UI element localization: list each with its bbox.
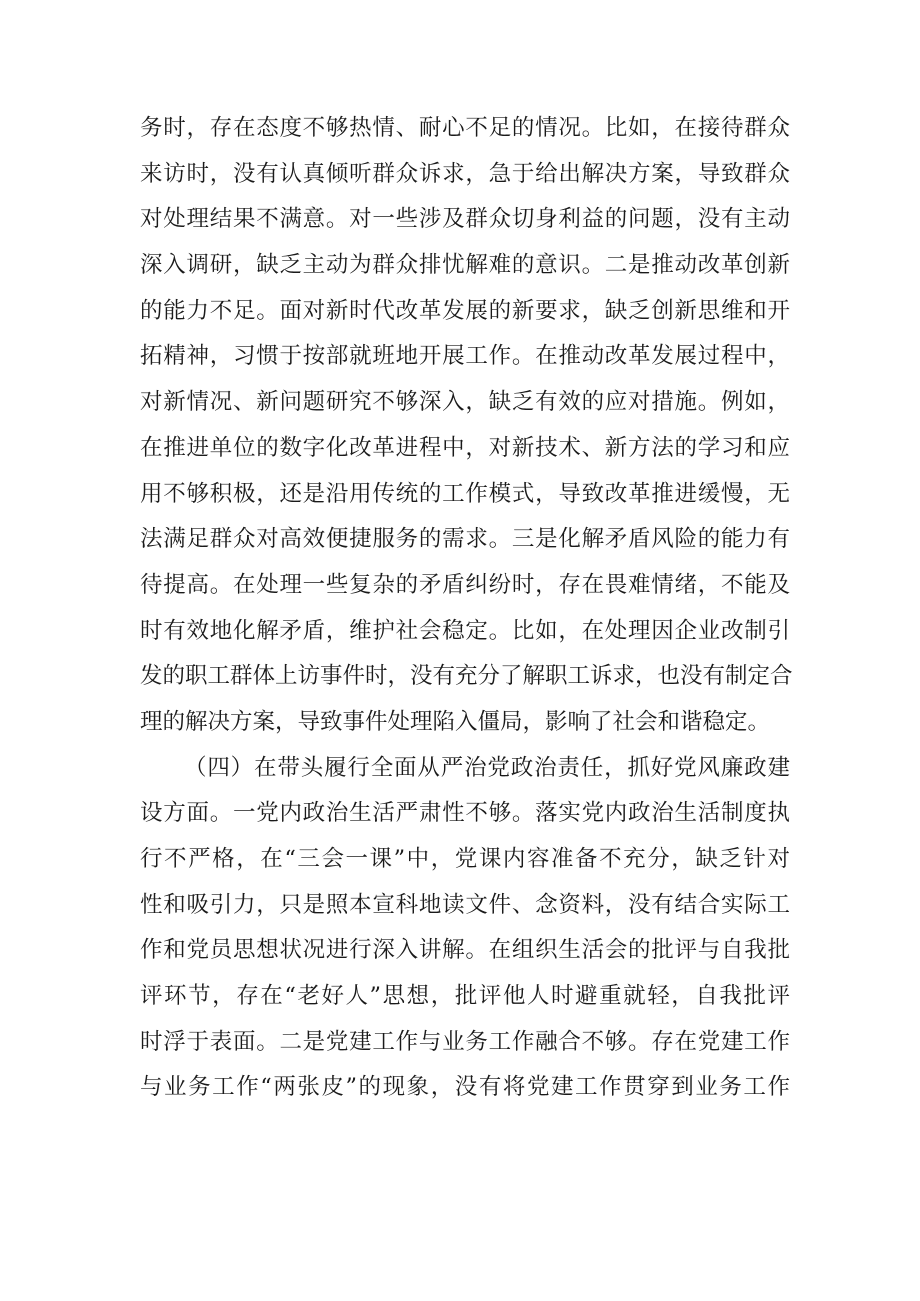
text-line: 深入调研，缺乏主动为群众排忧解难的意识。二是推动改革创新 (140, 252, 790, 279)
text-line: 的能力不足。面对新时代改革发展的新要求，缺乏创新思维和开 (140, 297, 790, 324)
text-line: 发的职工群体上访事件时，没有充分了解职工诉求，也没有制定合 (140, 663, 793, 690)
text-line: 待提高。在处理一些复杂的矛盾纠纷时，存在畏难情绪，不能及 (140, 571, 790, 598)
text-line: 对处理结果不满意。对一些涉及群众切身利益的问题，没有主动 (140, 206, 790, 233)
text-line: 与业务工作“两张皮”的现象，没有将党建工作贯穿到业务工作 (140, 1074, 790, 1101)
text-line: 时浮于表面。二是党建工作与业务工作融合不够。存在党建工作 (140, 1028, 790, 1055)
text-line: 法满足群众对高效便捷服务的需求。三是化解矛盾风险的能力有 (140, 526, 790, 553)
text-line: 来访时，没有认真倾听群众诉求，急于给出解决方案，导致群众 (140, 160, 790, 187)
text-line: 对新情况、新问题研究不够深入，缺乏有效的应对措施。例如， (140, 389, 790, 416)
text-line: 用不够积极，还是沿用传统的工作模式，导致改革推进缓慢，无 (140, 480, 790, 507)
text-line: 设方面。一党内政治生活严肃性不够。落实党内政治生活制度执 (140, 800, 790, 827)
text-line: 在推进单位的数字化改革进程中，对新技术、新方法的学习和应 (140, 434, 790, 461)
text-line: （四）在带头履行全面从严治党政治责任，抓好党风廉政建 (184, 754, 790, 781)
text-line: 拓精神，习惯于按部就班地开展工作。在推动改革发展过程中， (140, 343, 790, 370)
text-line: 作和党员思想状况进行深入讲解。在组织生活会的批评与自我批 (140, 937, 790, 964)
text-line: 评环节，存在“老好人”思想，批评他人时避重就轻，自我批评 (140, 983, 790, 1010)
text-line: 理的解决方案，导致事件处理陷入僵局，影响了社会和谐稳定。 (140, 708, 771, 735)
text-line: 行不严格，在“三会一课”中，党课内容准备不充分，缺乏针对 (140, 846, 790, 872)
text-line: 时有效地化解矛盾，维护社会稳定。比如，在处理因企业改制引 (140, 617, 790, 644)
document-body (140, 106, 793, 1111)
text-line: 务时，存在态度不够热情、耐心不足的情况。比如，在接待群众 (140, 115, 790, 141)
text-line: 性和吸引力，只是照本宣科地读文件、念资料，没有结合实际工 (140, 891, 790, 918)
